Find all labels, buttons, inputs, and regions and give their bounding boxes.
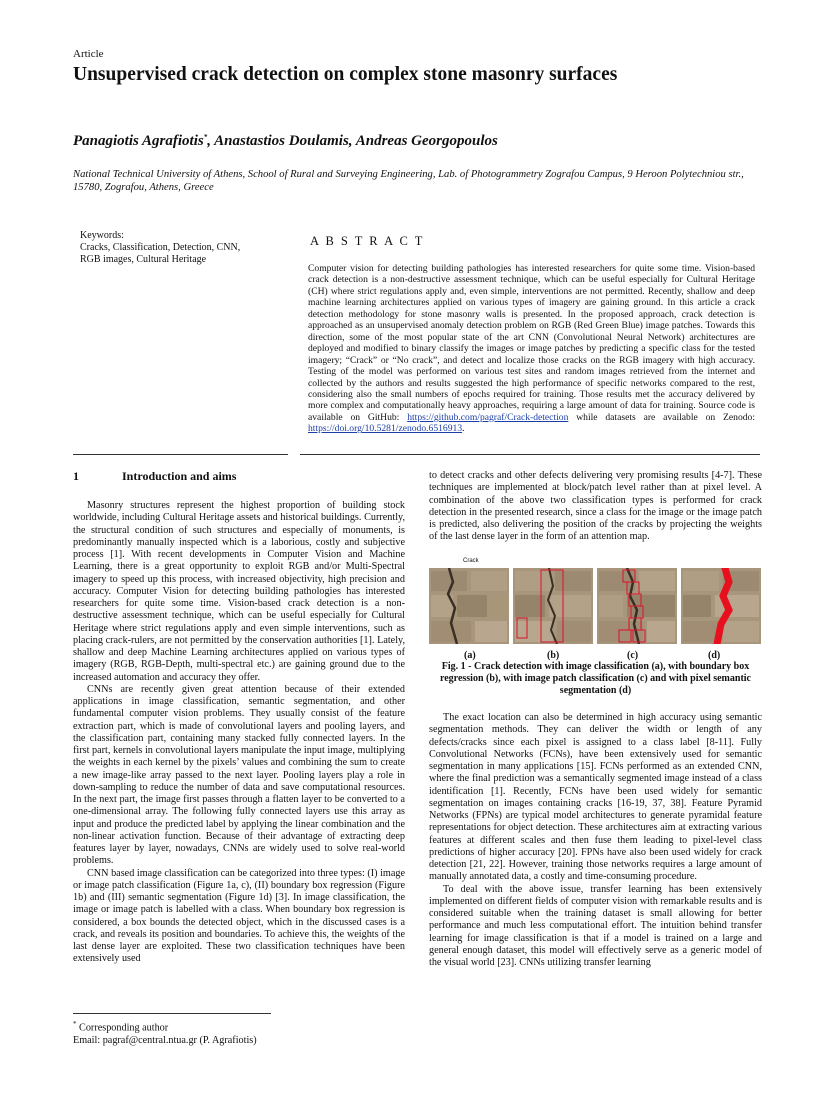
figure-1 [429,558,762,648]
footnote-rule [73,1013,271,1014]
panel-a-image [429,568,509,644]
paragraph: CNN based image classification can be categorized into three types: (I) image or image patch classification (Figure 1a, c), (II) boundary box regression (Figure 1b) and (III) semantic segmentation (Figure 1d) [3]. In image classification, the image or image patch is labelled with a class. When boundary box regression is considered, a box bounds the detected object, which in the discussed cases is a crack, and reveals its position and boundaries. To achieve this, the weights of the last dense layer are exploited. These two classification techniques have been extensively used [73,867,405,965]
divider-right [300,454,760,455]
abstract-end: . [462,423,465,435]
abstract-text [308,263,755,435]
first-author: Panagiotis Agrafiotis [73,133,204,149]
crack-inset-label: Crack [463,558,479,564]
paragraph: The exact location can also be determined in high accuracy using semantic segmentation methods. They can deliver the width or length of any defects/cracks since each pixel is assigned to a class label [8-11]. Fully Convolutional Networks (FCNs), have been extensively used for semantic segmentation in many applications [15]. FCNs performed as an extended CNN, where the final prediction was a semantically segmented image instead of a class identification [1]. Recently, FCNs have been used widely for semantic segmentation on images containing cracks [16-19, 37, 38]. Feature Pyramid Networks (FPNs) are typical model architectures to generate pyramidal feature representations for object detection. These architectures aim at extracting various features at different scales and then fuse them leading to pixel-level class predictions of higher accuracy [20]. FPNs have also been used widely for crack detection [21, 22]. However, training those networks requires a large amount of manually annotated data, a costly and time-consuming procedure. [429,712,762,883]
right-column-top [429,470,762,544]
panel-label-d: (d) [708,650,721,661]
paragraph: to detect cracks and other defects delivering very promising results [4-7]. These techniques are implemented at block/patch level rather than at pixel level. A combination of the above two classification types is performed for crack detection in the presented research, since a class for the image or the image patch is predicted, also delivering the position of the cracks by projecting the weights of the last dense layer in the form of an attention map. [429,470,762,543]
keywords-line-1: Cracks, Classification, Detection, CNN, [80,242,241,253]
paragraph: Masonry structures represent the highest proportion of building stock worldwide, including Cultural Heritage assets and historical buildings. Currently, the structural condition of such structures and especially of monuments, is predominantly manually inspected which is a laborious, costly and subjective process [1]. With recent developments in Computer Vision and Machine Learning, there is a great opportunity to exploit RGB and/or Multi-Spectral imagery to speed up this process, with increased objectivity, high precision and accuracy. Computer Vision for detecting building pathologies has interested researchers for quite some time. Vision-based crack detection is a non-destructive assessment technique, which can be useful especially for Cultural Heritage where strict regulations apply and even simple interventions, such as placing crack-rulers, are not permitted by the conservation authorities [1]. Lately, shallow and deep Machine Learning architectures applied on various types of imagery (RGB, RGB-Depth, multi-spectral etc.) are gaining ground due to the increased automation and accuracy they offer. [73,500,405,683]
paper-title: Unsupervised crack detection on complex stone masonry surfaces [73,64,618,85]
corresponding-mark: * [203,133,208,141]
paragraph: To deal with the above issue, transfer learning has been extensively implemented on different fields of computer vision with remarkable results and is considered suitable when the training dataset is small allowing for better performance and much less computational effort. The intuition behind transfer learning for image classification is that if a model is trained on a large and general enough dataset, this model will effectively serve as a generic model of the visual world [23]. CNNs utilizing transfer learning [429,883,762,968]
section-title: Introduction and aims [122,469,237,483]
figure-1-caption: Fig. 1 - Crack detection with image classification (a), with boundary box regression (b), with image patch classification (c) and with pixel semantic segmentation (d) [439,661,751,696]
other-authors: , Anastastios Doulamis, Andreas Georgopoulos [207,133,498,149]
panel-d-image [681,568,761,644]
left-column [73,500,405,966]
github-link[interactable]: https://github.com/pagraf/Crack-detection [407,411,569,423]
footnote [73,1018,257,1047]
keywords-label: Keywords: [80,230,124,241]
paragraph: CNNs are recently given great attention because of their extended applications in image classification, semantic segmentation, and other fundamental computer vision problems. They usually consist of the feature extraction part, which is made of convolutional layers and pooling layers, and the classification part, containing many stacked fully connected layers. In the first part, kernels in convolutional layers manipulate the input image, multiplying the weights in each kernel by the pixels’ values and combining the sum to create a new image-like array passed to the next layer. Pooling layers play a role in down-sampling to reduce the number of data and save computational resources. In the next part, the image first passes through a flatten layer to be converted to a one-dimensional array. The following fully connected layers use this array as input and produce the predicted label by applying the linear combination and the non-linear activation function. Because of their advantage of extracting deep features layer by layer, nowadays, CNNs are widely used to solve real-world problems. [73,683,405,867]
footnote-text: Corresponding author [76,1022,169,1034]
article-type-label: Article [73,48,104,60]
section-number: 1 [73,469,79,483]
panel-label-c: (c) [627,650,639,661]
abstract-mid: while datasets are available on Zenodo: [568,411,755,423]
affiliation: National Technical University of Athens, School of Rural and Surveying Engineering, Lab. of Photogrammetry Zografou Campus, 9 Heroon Polytechniou str., 15780, Zografou, Athens, Greece [73,169,744,193]
zenodo-link[interactable]: https://doi.org/10.5281/zenodo.6516913 [308,423,463,435]
right-column-bottom [429,712,762,969]
panel-c-image [597,568,677,644]
keywords-line-2: RGB images, Cultural Heritage [80,254,207,265]
abstract-body: Computer vision for detecting building pathologies has interested researchers for quite some time. Vision-based crack detection is a non-destructive assessment technique, which can be useful especially for Cultural Heritage (CH) where strict regulations apply and, even simple, interventions are not permitted. Recently, shallow and deep machine learning architectures applied on various types of imagery are gaining ground. In this article a crack detection methodology for stone masonry walls is presented. In the proposed approach, crack detection is approached as an unsupervised anomaly detection problem on RGB (Red Green Blue) image patches. Towards this direction, some of the most popular state of the art CNN (Convolutional Neural Network) architectures are deployed and modified to binary classify the images or image patches by predicting a specific class for the tested imagery; “Crack” or “No crack”, and detect and localize those cracks on the RGB imagery with high accuracy. Testing of the model was performed on various test sites and random images retrieved from the internet and collected by the authors and results suggested the high performance of specific networks compared to the rest, considering also the small numbers of epochs required for training. Those results met the accuracy delivered by more complex and computationally heavy approaches, requiring a large amount of data for training. Source code is available on GitHub: [308,263,755,423]
panel-label-a: (a) [464,650,476,661]
footnote-email: Email: pagraf@central.ntua.gr (P. Agrafiotis) [73,1035,257,1047]
author-list [73,133,498,150]
panel-label-b: (b) [547,650,560,661]
keywords-block [80,230,265,266]
abstract-heading: A B S T R A C T [310,234,425,248]
footnote-line-1 [73,1018,257,1034]
divider-left [73,454,288,455]
panel-b-image [513,568,593,644]
footnote-mark: * [73,1020,77,1028]
